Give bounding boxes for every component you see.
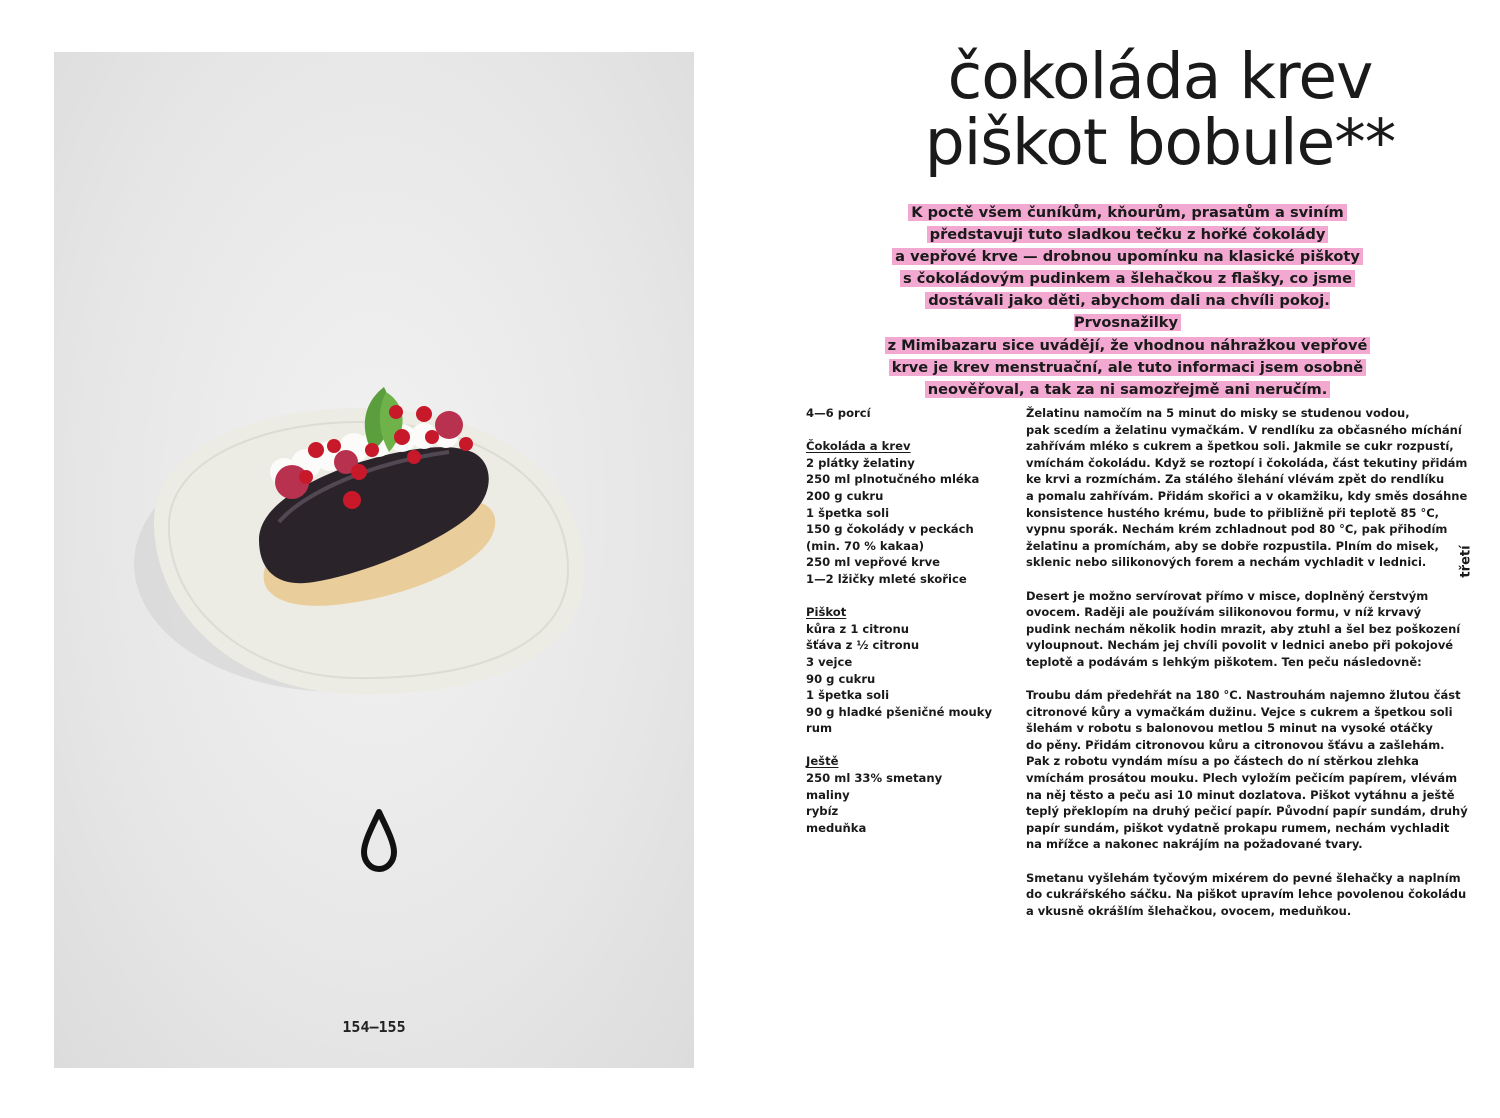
ingredient-group — [806, 753, 1006, 836]
ingredient-item: 90 g hladké pšeničné mouky — [806, 704, 993, 719]
method-line: papír sundám, piškot vydatně prokapu rumem, nechám vychladit — [1026, 820, 1450, 835]
ingredient-item: meduňka — [806, 820, 867, 835]
intro-line: K poctě všem čuníkům, kňourům, prasatům a sviním — [908, 204, 1347, 221]
method-line: Pak z robotu vyndám mísu a po částech do ní stěrkou zlehka — [1026, 754, 1419, 769]
method-line: Desert je možno servírovat přímo v misce, doplněný čerstvým — [1026, 588, 1429, 603]
method-line: pudink nechám několik hodin mrazit, aby ztuhl a šel bez poškození — [1026, 621, 1461, 636]
method-line: Smetanu vyšlehám tyčovým mixérem do pevné šlehačky a naplním — [1026, 870, 1461, 885]
method-line: konsistence hustého krému, bude to přibližně při teplotě 85 °C, — [1026, 505, 1440, 520]
chapter-label: třetí — [1458, 545, 1474, 578]
ingredient-group-heading: Ještě — [806, 754, 839, 769]
ingredient-group-heading: Piškot — [806, 605, 847, 620]
ingredients-column — [806, 405, 1006, 853]
ingredient-item: kůra z 1 citronu — [806, 621, 910, 636]
method-line: sklenic nebo silikonových forem a nechám vychladit v lednici. — [1026, 555, 1427, 570]
intro-line: neověřoval, a tak za ni samozřejmě ani neručím. — [925, 381, 1331, 398]
servings: 4—6 porcí — [806, 406, 871, 420]
ingredient-item: rybíz — [806, 804, 839, 819]
method-line: citronové kůry a vymačkám dužinu. Vejce s cukrem a špetkou soli — [1026, 704, 1453, 719]
method-paragraph — [1026, 405, 1468, 571]
ingredient-item: šťáva z ½ citronu — [806, 638, 920, 653]
method-line: vyloupnout. Nechám jej chvíli povolit v lednici anebo při pokojové — [1026, 638, 1454, 653]
method-line: na něj těsto a peču asi 10 minut dozlatova. Piškot vytáhnu a ještě — [1026, 787, 1455, 802]
ingredient-group-heading: Čokoláda a krev — [806, 439, 911, 454]
ingredient-item: 2 plátky želatiny — [806, 455, 915, 470]
drop-icon — [364, 812, 394, 869]
method-paragraph — [1026, 588, 1461, 671]
method-line: želatinu a promíchám, aby se dobře rozpustila. Plním do misek, — [1026, 538, 1439, 553]
intro-line: představuji tuto sladkou tečku z hořké čokolády — [927, 226, 1329, 243]
dessert-illustration — [54, 52, 694, 1068]
ingredient-item: (min. 70 % kakaa) — [806, 538, 925, 553]
dessert-photo — [54, 52, 694, 1068]
method-paragraph — [1026, 687, 1468, 853]
intro-line: s čokoládovým pudinkem a šlehačkou z flašky, co jsme — [900, 270, 1355, 287]
chapter-tab — [1458, 542, 1482, 582]
method-line: ovocem. Raději ale používám silikonovou formu, v níž krvavý — [1026, 605, 1422, 620]
method-line: a vkusně okrášlím šlehačkou, ovocem, meduňkou. — [1026, 903, 1352, 918]
method-line: vmíchám čokoládu. Když se roztopí i čokoláda, část tekutiny přidám — [1026, 455, 1468, 470]
method-line: do pěny. Přidám citronovou kůru a citronovou šťávu a zašlehám. — [1026, 737, 1445, 752]
method-line: na mřížce a nakonec nakrájím na požadované tvary. — [1026, 837, 1363, 852]
ingredient-item: 150 g čokolády v peckách — [806, 522, 974, 537]
ingredient-item: maliny — [806, 787, 850, 802]
method-paragraph — [1026, 870, 1467, 920]
page-number: 154—155 — [342, 1018, 406, 1036]
method-line: vmíchám prosátou mouku. Plech vyložím pečicím papírem, vlévám — [1026, 771, 1458, 786]
ingredient-item: 200 g cukru — [806, 488, 884, 503]
ingredient-item: 1 špetka soli — [806, 505, 890, 520]
intro-paragraph — [880, 202, 1375, 401]
method-line: pak scedím a želatinu vymačkám. V rendlíku za občasného míchání — [1026, 422, 1462, 437]
method-line: Troubu dám předehřát na 180 °C. Nastrouhám najemno žlutou část — [1026, 688, 1461, 703]
method-line: do cukrářského sáčku. Na piškot upravím lehce povolenou čokoládu — [1026, 887, 1467, 902]
ingredient-group — [806, 604, 1006, 737]
recipe-title-line: čokoláda krev — [947, 40, 1373, 113]
intro-line: krve je krev menstruační, ale tuto informaci jsem osobně — [889, 359, 1366, 376]
recipe-title — [880, 40, 1440, 179]
ingredient-item: 3 vejce — [806, 654, 853, 669]
ingredient-item: 1—2 lžičky mleté skořice — [806, 571, 967, 586]
ingredient-group — [806, 438, 1006, 587]
method-line: šlehám v robotu s balonovou metlou 5 minut na vysoké otáčky — [1026, 721, 1433, 736]
method-line: teplotě a podávám s lehkým piškotem. Ten peču následovně: — [1026, 654, 1422, 669]
method-line: teplý překlopím na druhý pečicí papír. Původní papír sundám, druhý — [1026, 804, 1468, 819]
recipe-title-line: piškot bobule** — [924, 106, 1396, 179]
method-line: vypnu sporák. Nechám krém zchladnout pod 80 °C, pak přihodím — [1026, 522, 1448, 537]
ingredient-item: 250 ml 33% smetany — [806, 771, 943, 786]
intro-line: dostávali jako děti, abychom dali na chvíli pokoj. Prvosnažilky — [925, 292, 1330, 331]
intro-line: a vepřové krve — drobnou upomínku na klasické piškoty — [892, 248, 1363, 265]
intro-line: z Mimibazaru sice uvádějí, že vhodnou náhražkou vepřové — [885, 337, 1371, 354]
method-line: ke krvi a rozmíchám. Za stálého šlehání vlévám zpět do rendlíku — [1026, 472, 1445, 487]
method-line: Želatinu namočím na 5 minut do misky se studenou vodou, — [1026, 406, 1410, 420]
ingredient-item: 90 g cukru — [806, 671, 876, 686]
ingredient-item: rum — [806, 721, 833, 736]
ingredient-item: 250 ml plnotučného mléka — [806, 472, 980, 487]
ingredient-item: 250 ml vepřové krve — [806, 555, 941, 570]
ingredient-item: 1 špetka soli — [806, 688, 890, 703]
method-line: a pomalu zahřívám. Přidám skořici a v okamžiku, kdy směs dosáhne — [1026, 488, 1468, 503]
method-line: zahřívám mléko s cukrem a špetkou soli. Jakmile se cukr rozpustí, — [1026, 439, 1454, 454]
